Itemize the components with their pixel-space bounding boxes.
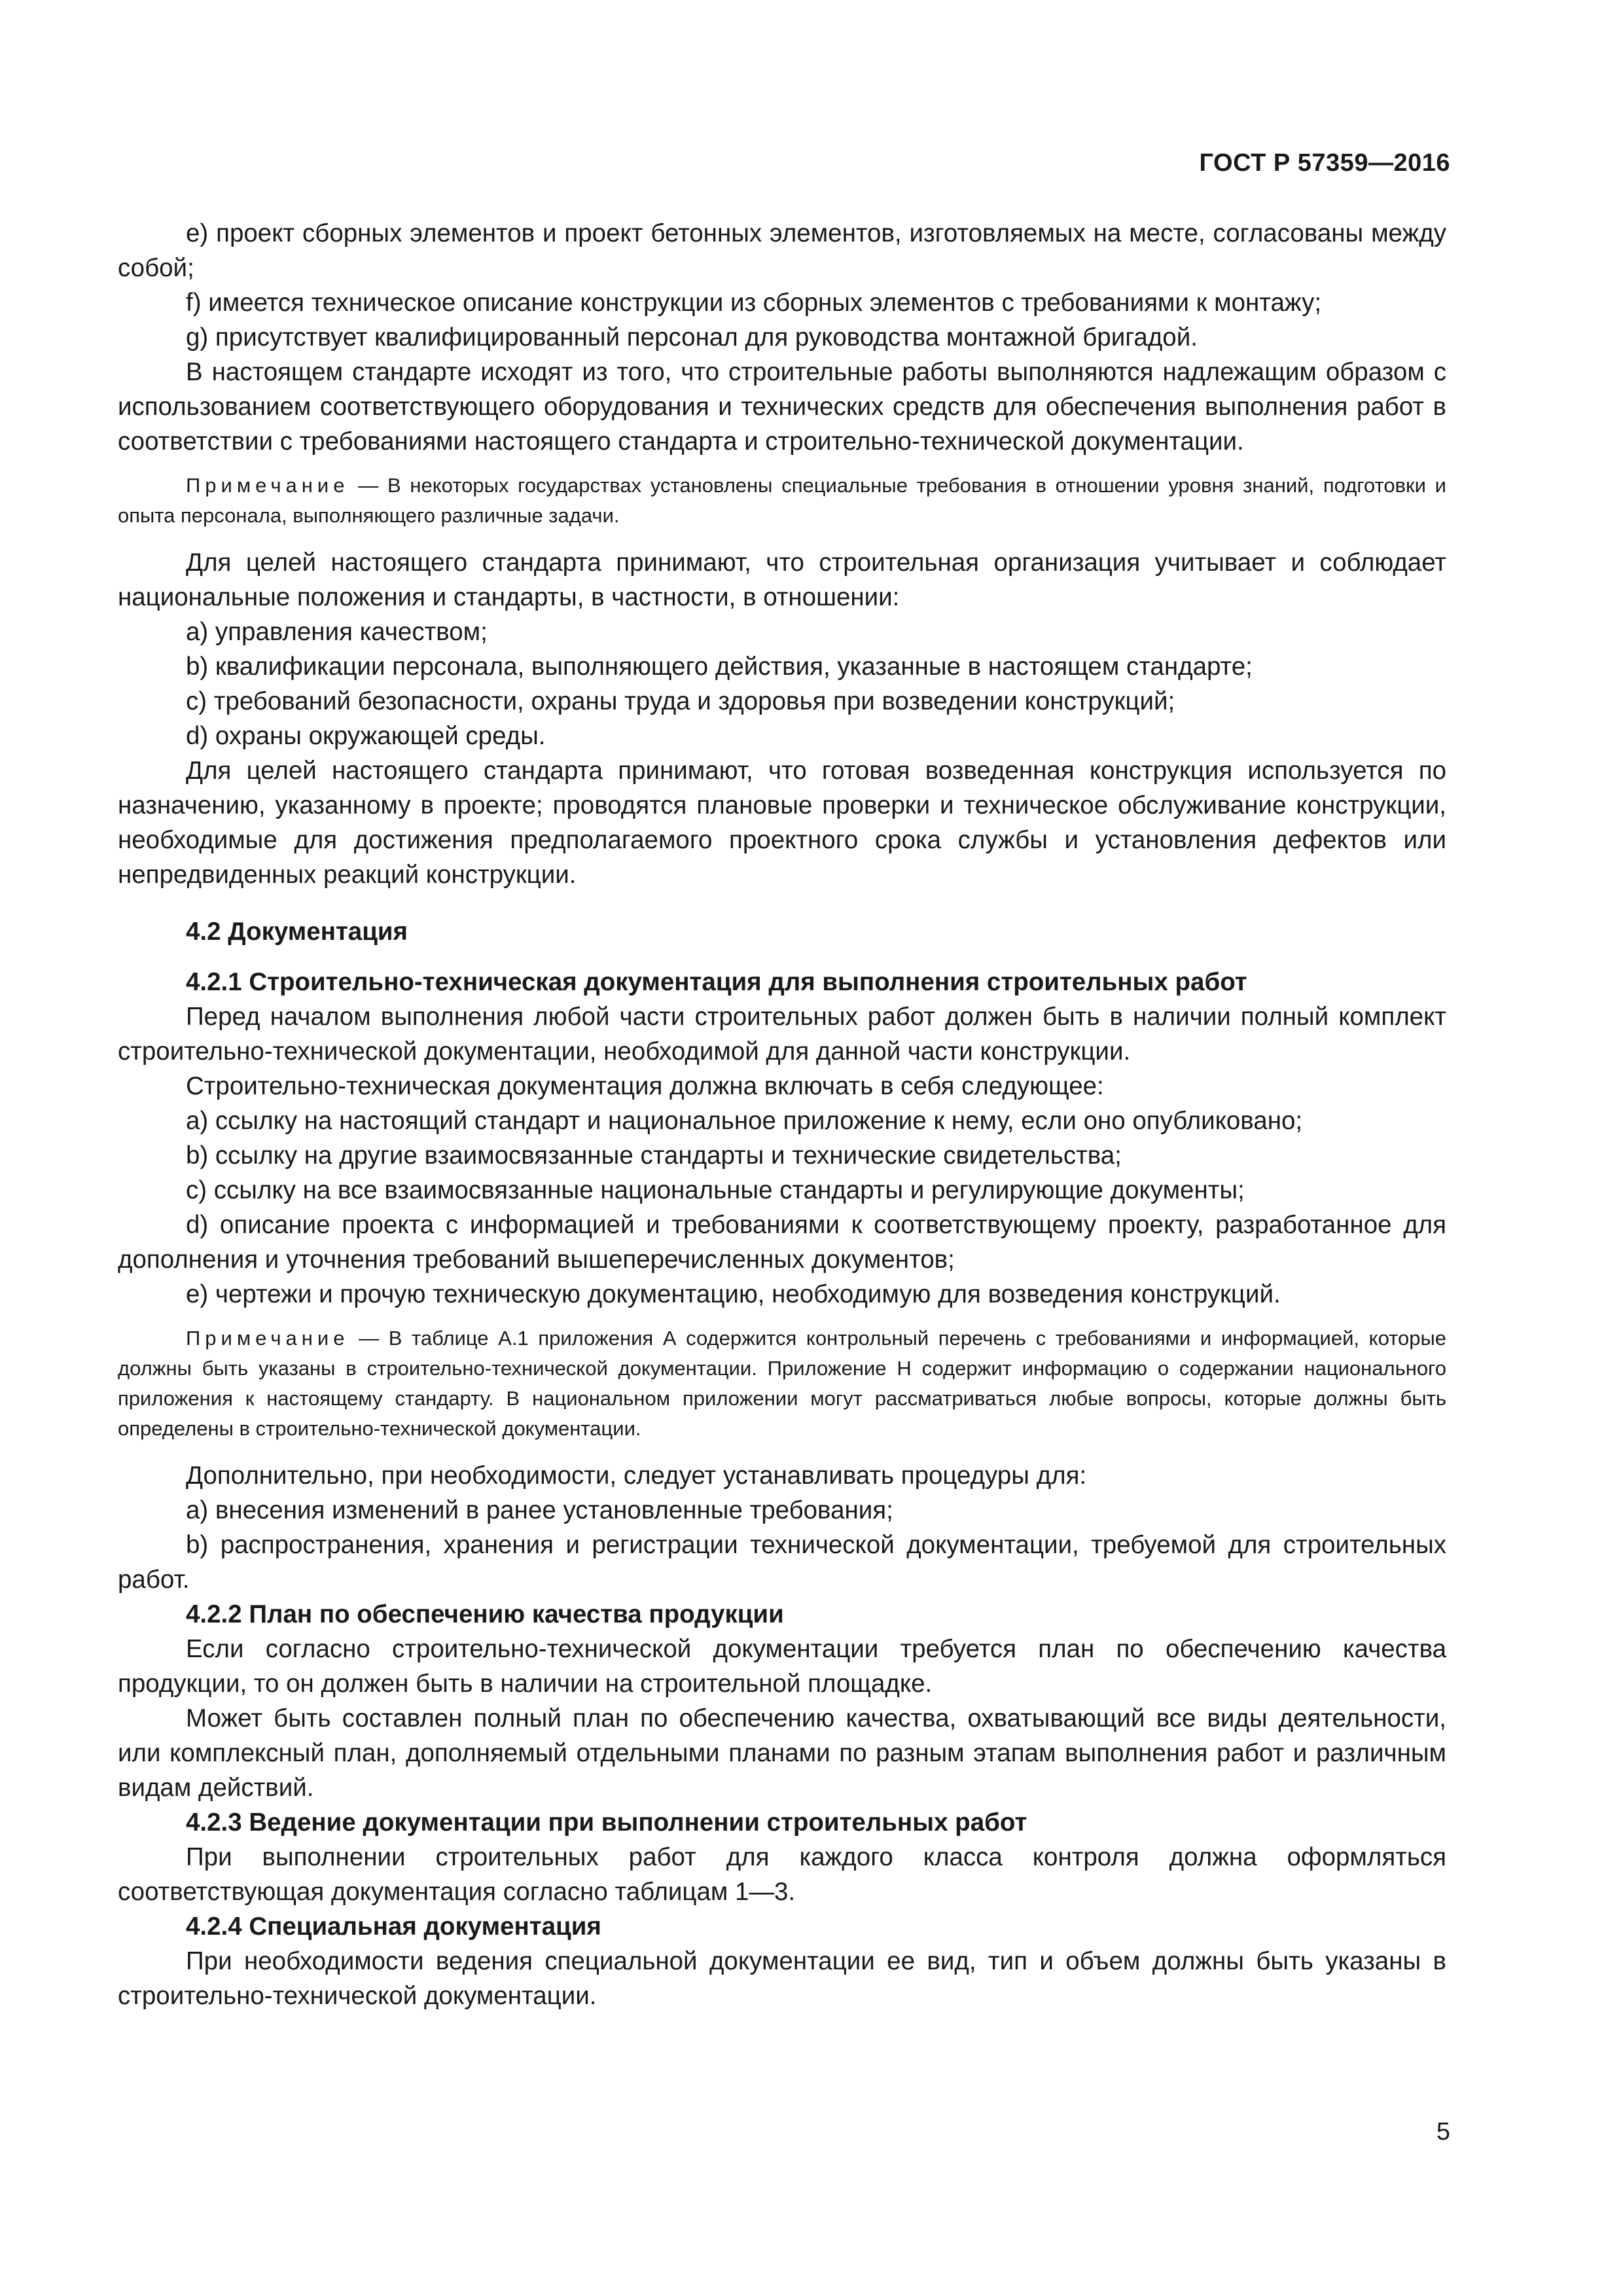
item-f-technical-description: f) имеется техническое описание конструкции из сборных элементов с требованиями к монтажу; [186, 289, 1322, 317]
list-item: d) охраны окружающей среды. [186, 722, 546, 750]
note-label: Примечание [186, 1327, 349, 1350]
document-code-header: ГОСТ Р 57359—2016 [1199, 149, 1450, 177]
list-item: b) квалификации персонала, выполняющего действия, указанные в настоящем стандарте; [186, 653, 1253, 681]
paragraph-4-2-2-second: Может быть составлен полный план по обеспечению качества, охватывающий все виды деятельности, или комплексный план, дополняемый отдельными планами по разным этапам выполнения работ и различным видам действий. [118, 1704, 1446, 1802]
paragraph-4-2-2-first: Если согласно строительно-технической документации требуется план по обеспечению качества продукции, то он должен быть в наличии на строительной площадке. [118, 1635, 1446, 1698]
page-number: 5 [1436, 2118, 1450, 2145]
list-item: а) управления качеством; [186, 618, 488, 646]
paragraph-4-2-1-intro: Перед началом выполнения любой части строительных работ должен быть в наличии полный комплект строительно-технической документации, необходимой для данной части конструкции. [118, 1003, 1446, 1066]
list-item: b) распространения, хранения и регистрации технической документации, требуемой для строительных работ. [118, 1531, 1446, 1594]
note-text: — В таблице А.1 приложения А содержится контрольный перечень с требованиями и информацией, которые должны быть указаны в строительно-технической документации. Приложение Н содержит информацию о содержании национального приложения к настоящему стандарту. В национальном приложении могут рассматриваться любые вопросы, которые должны быть определены в строительно-технической документации. [118, 1327, 1446, 1440]
paragraph-4-2-3: При выполнении строительных работ для каждого класса контроля должна оформляться соответствующая документация согласно таблицам 1—3. [118, 1843, 1446, 1906]
section-heading-4-2-2: 4.2.2 План по обеспечению качества продукции [186, 1600, 784, 1628]
note-personnel-requirements [118, 471, 1446, 531]
page-content [118, 216, 1446, 2013]
item-g-qualified-personnel: g) присутствует квалифицированный персонал для руководства монтажной бригадой. [186, 323, 1198, 351]
list-item: с) требований безопасности, охраны труда и здоровья при возведении конструкций; [186, 687, 1175, 715]
list-item: d) описание проекта с информацией и требованиями к соответствующему проекту, разработанное для дополнения и уточнения требований вышеперечисленных документов; [118, 1211, 1446, 1274]
paragraph-4-2-1-contents: Строительно-техническая документация должна включать в себя следующее: [186, 1072, 1104, 1100]
list-item: с) ссылку на все взаимосвязанные национальные стандарты и регулирующие документы; [186, 1176, 1245, 1204]
item-e-prefab-design: е) проект сборных элементов и проект бетонных элементов, изготовляемых на месте, согласованы между собой; [118, 219, 1446, 282]
section-heading-4-2-1: 4.2.1 Строительно-техническая документация для выполнения строительных работ [186, 968, 1247, 996]
note-annex-checklist [118, 1323, 1446, 1444]
paragraph-organization-compliance: Для целей настоящего стандарта принимают, что строительная организация учитывает и соблюдает национальные положения и стандарты, в частности, в отношении: [118, 548, 1446, 611]
note-text: — В некоторых государствах установлены специальные требования в отношении уровня знаний, подготовки и опыта персонала, выполняющего различные задачи. [118, 474, 1446, 527]
list-item: е) чертежи и прочую техническую документацию, необходимую для возведения конструкций. [186, 1280, 1281, 1308]
list-item: b) ссылку на другие взаимосвязанные стандарты и технические свидетельства; [186, 1141, 1122, 1170]
section-heading-4-2-3: 4.2.3 Ведение документации при выполнении строительных работ [186, 1808, 1027, 1837]
section-heading-4-2-4: 4.2.4 Специальная документация [186, 1912, 601, 1941]
list-item: а) ссылку на настоящий стандарт и национальное приложение к нему, если оно опубликовано; [186, 1107, 1303, 1135]
paragraph-structure-use: Для целей настоящего стандарта принимают, что готовая возведенная конструкция используется по назначению, указанному в проекте; проводятся плановые проверки и техническое обслуживание конструкции, необходимые для достижения предполагаемого проектного срока службы и установления дефектов или непредвиденных реакций конструкции. [118, 757, 1446, 889]
paragraph-additional-procedures: Дополнительно, при необходимости, следует устанавливать процедуры для: [186, 1462, 1087, 1490]
note-label: Примечание [186, 474, 349, 497]
list-item: а) внесения изменений в ранее установленные требования; [186, 1496, 893, 1524]
section-heading-4-2: 4.2 Документация [186, 918, 408, 946]
paragraph-4-2-4: При необходимости ведения специальной документации ее вид, тип и объем должны быть указаны в строительно-технической документации. [118, 1947, 1446, 2010]
paragraph-assumption: В настоящем стандарте исходят из того, что строительные работы выполняются надлежащим образом с использованием соответствующего оборудования и технических средств для обеспечения выполнения работ в соответствии с требованиями настоящего стандарта и строительно-технической документации. [118, 358, 1446, 456]
